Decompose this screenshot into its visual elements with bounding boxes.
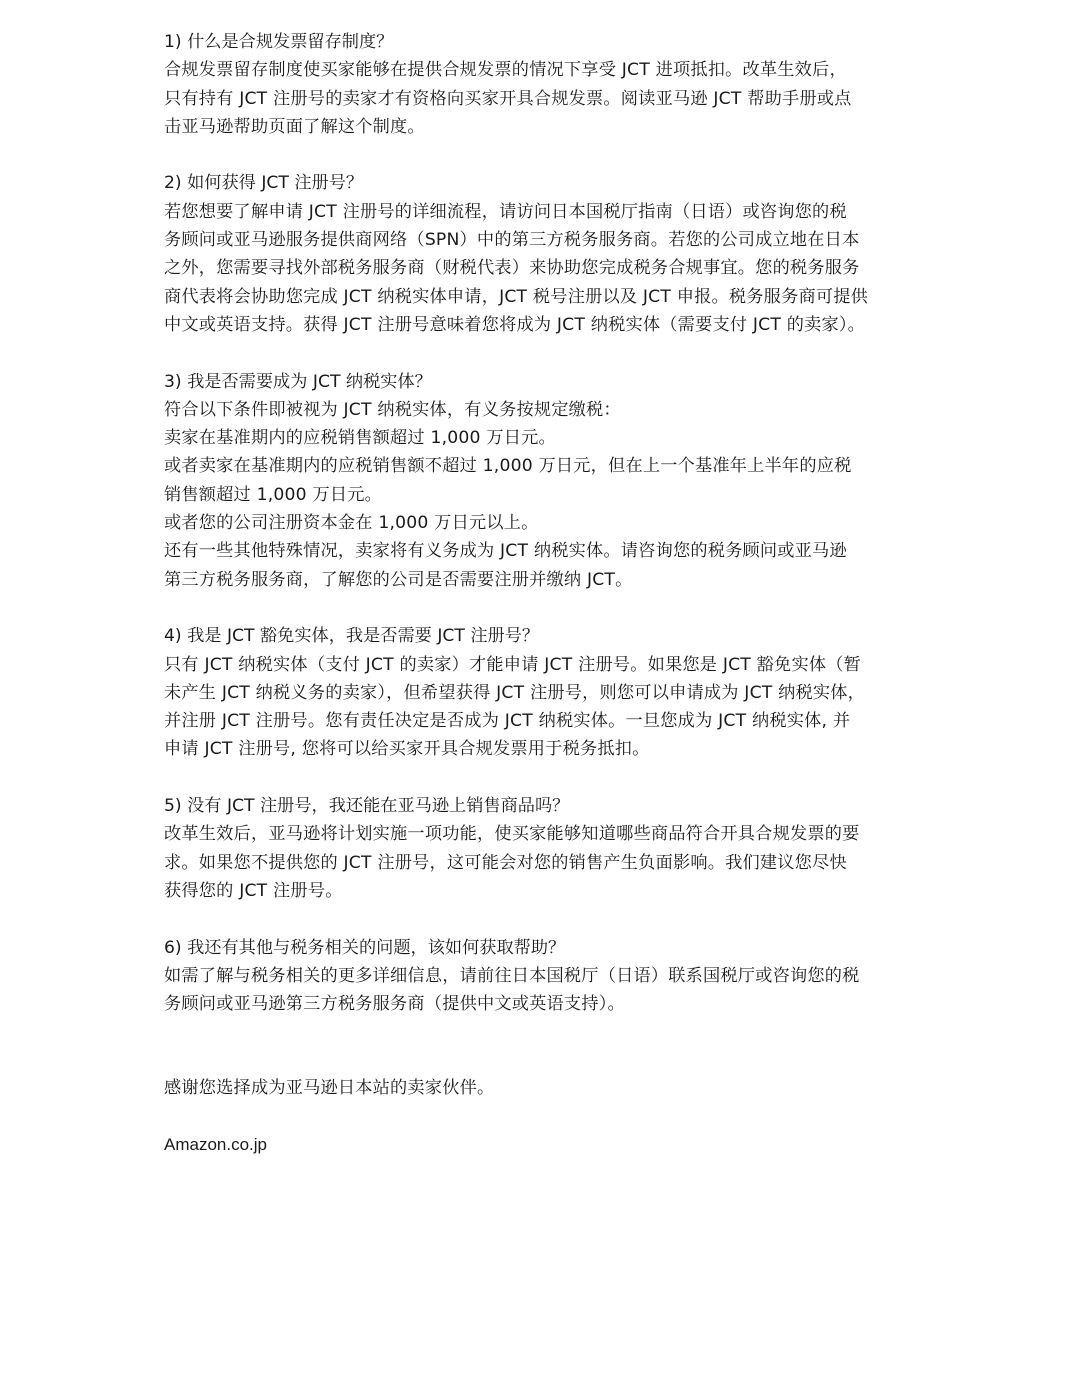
faq-question: 6) 我还有其他与税务相关的问题，该如何获取帮助？ xyxy=(164,937,566,958)
faq-answer-line: 或者您的公司注册资本金在 1,000 万日元以上。 xyxy=(164,513,539,534)
faq-question: 3) 我是否需要成为 JCT 纳税实体？ xyxy=(164,371,432,392)
faq-item-6 xyxy=(164,934,924,1019)
faq-answer-line: 之外，您需要寻找外部税务服务商（财税代表）来协助您完成税务合规事宜。您的税务服务 xyxy=(164,258,860,279)
faq-answer-line: 求。如果您不提供您的 JCT 注册号，这可能会对您的销售产生负面影响。我们建议您尽快 xyxy=(164,852,847,873)
faq-answer-line: 中文或英语支持。获得 JCT 注册号意味着您将成为 JCT 纳税实体（需要支付 JCT 的卖家）。 xyxy=(164,314,866,335)
faq-answer-line: 未产生 JCT 纳税义务的卖家），但希望获得 JCT 注册号，则您可以申请成为 JCT 纳税实体， xyxy=(164,682,866,703)
faq-answer-line: 只有持有 JCT 注册号的卖家才有资格向买家开具合规发票。阅读亚马逊 JCT 帮助手册或点 xyxy=(164,88,852,109)
faq-answer-line: 击亚马逊帮助页面了解这个制度。 xyxy=(164,116,425,137)
faq-answer-line: 合规发票留存制度使买家能够在提供合规发票的情况下享受 JCT 进项抵扣。改革生效后， xyxy=(164,60,847,81)
signature: Amazon.co.jp xyxy=(164,1134,267,1154)
document-body xyxy=(164,28,924,1159)
faq-answer-line: 务顾问或亚马逊服务提供商网络（SPN）中的第三方税务服务商。若您的公司成立地在日本 xyxy=(164,230,860,251)
faq-answer-line: 获得您的 JCT 注册号。 xyxy=(164,880,343,901)
faq-item-2 xyxy=(164,169,924,339)
closing-thanks: 感谢您选择成为亚马逊日本站的卖家伙伴。 xyxy=(164,1078,495,1099)
faq-question: 2) 如何获得 JCT 注册号？ xyxy=(164,173,364,194)
faq-answer-line: 还有一些其他特殊情况，卖家将有义务成为 JCT 纳税实体。请咨询您的税务顾问或亚马逊 xyxy=(164,541,847,562)
faq-answer-line: 并注册 JCT 注册号。您有责任决定是否成为 JCT 纳税实体。一旦您成为 JCT 纳税实体, 并 xyxy=(164,711,851,732)
faq-answer-line: 符合以下条件即被视为 JCT 纳税实体，有义务按规定缴税： xyxy=(164,399,621,420)
faq-question: 4) 我是 JCT 豁免实体，我是否需要 JCT 注册号？ xyxy=(164,626,540,647)
faq-answer-line: 务顾问或亚马逊第三方税务服务商（提供中文或英语支持）。 xyxy=(164,994,625,1015)
faq-answer-line: 或者卖家在基准期内的应税销售额不超过 1,000 万日元，但在上一个基准年上半年的应税 xyxy=(164,456,852,477)
faq-answer-line: 销售额超过 1,000 万日元。 xyxy=(164,484,383,505)
faq-answer-line: 只有 JCT 纳税实体（支付 JCT 的卖家）才能申请 JCT 注册号。如果您是 JCT 豁免实体（暂 xyxy=(164,654,861,675)
faq-answer-line: 第三方税务服务商，了解您的公司是否需要注册并缴纳 JCT。 xyxy=(164,569,633,590)
faq-question: 5) 没有 JCT 注册号，我还能在亚马逊上销售商品吗？ xyxy=(164,796,570,817)
faq-item-4 xyxy=(164,622,924,763)
faq-answer-line: 卖家在基准期内的应税销售额超过 1,000 万日元。 xyxy=(164,428,556,449)
faq-answer-line: 改革生效后，亚马逊将计划实施一项功能，使买家能够知道哪些商品符合开具合规发票的要 xyxy=(164,824,860,845)
faq-item-3 xyxy=(164,368,924,594)
faq-question: 1) 什么是合规发票留存制度？ xyxy=(164,32,394,52)
faq-answer-line: 如需了解与税务相关的更多详细信息，请前往日本国税厅（日语）联系国税厅或咨询您的税 xyxy=(164,965,860,986)
faq-answer-line: 若您想要了解申请 JCT 注册号的详细流程，请访问日本国税厅指南（日语）或咨询您的税 xyxy=(164,201,847,222)
faq-item-5 xyxy=(164,792,924,905)
faq-item-1 xyxy=(164,28,924,141)
faq-answer-line: 申请 JCT 注册号, 您将可以给买家开具合规发票用于税务抵扣。 xyxy=(164,739,650,760)
faq-answer-line: 商代表将会协助您完成 JCT 纳税实体申请，JCT 税号注册以及 JCT 申报。税务服务商可提供 xyxy=(164,286,869,307)
